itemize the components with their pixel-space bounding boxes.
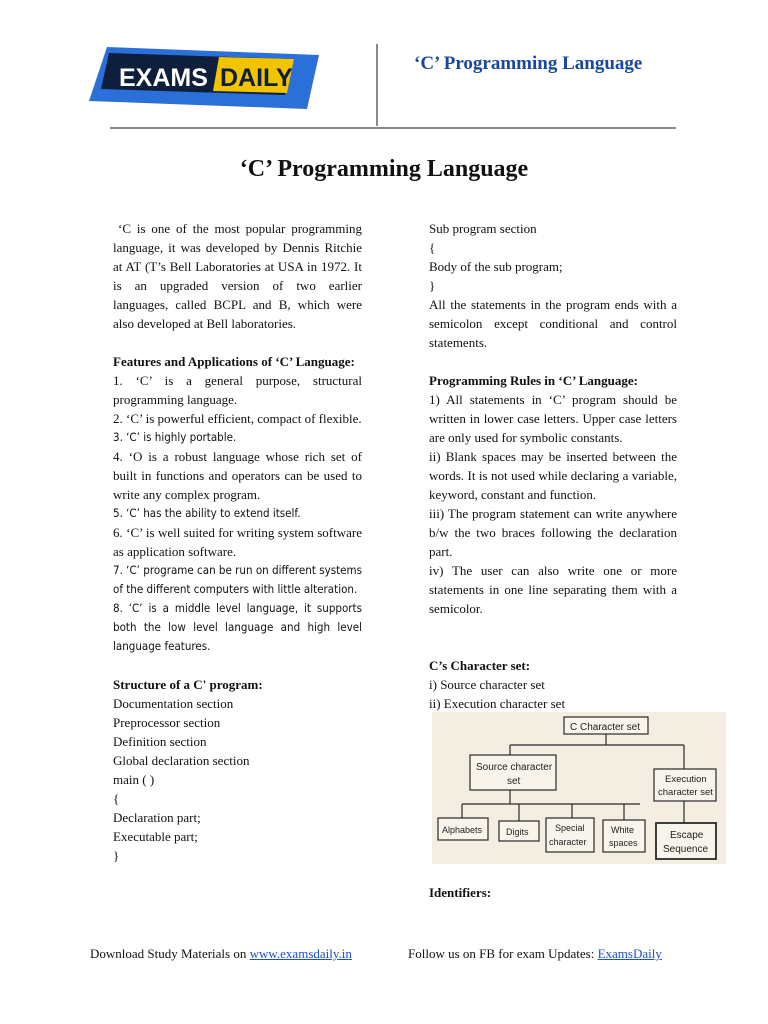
- header-divider-horizontal: [110, 127, 676, 129]
- leaf-node-label: character: [549, 837, 587, 847]
- leaf-node-label: Alphabets: [442, 825, 483, 835]
- structure-line: Documentation section: [113, 696, 234, 711]
- structure-line: Global declaration section: [113, 753, 250, 768]
- header-divider-vertical: [376, 44, 378, 126]
- structure-line: {: [113, 791, 120, 806]
- footer-follow-text: Follow us on FB for exam Updates:: [408, 946, 598, 961]
- structure-line: Preprocessor section: [113, 715, 221, 730]
- structure-line: main ( ): [113, 772, 155, 787]
- leaf-node-label: Digits: [506, 827, 529, 837]
- header-title: ‘C’ Programming Language: [414, 53, 643, 74]
- identifiers-heading: Identifiers:: [429, 885, 492, 900]
- feature-item: 1. ‘C’ is a general purpose, structural programming language.: [113, 373, 362, 407]
- feature-item: 6. ‘C’ is well suited for writing system software as application software.: [113, 525, 362, 559]
- subprogram-line: }: [429, 278, 436, 293]
- logo-word-daily: DAILY: [220, 64, 293, 92]
- page-header: [0, 0, 768, 130]
- rule-item: ii) Blank spaces may be inserted between the words. It is not used while declaring a variable, keyword, constant and function.: [429, 449, 677, 502]
- footer-follow: [408, 946, 662, 962]
- structure-line: Declaration part;: [113, 810, 201, 825]
- structure-line: }: [113, 848, 120, 863]
- rule-item: iii) The program statement can write anywhere b/w the two braces following the declaration part.: [429, 506, 677, 559]
- rules-heading: Programming Rules in ‘C’ Language:: [429, 373, 638, 388]
- document-title: ‘C’ Programming Language: [239, 156, 529, 182]
- leaf-node-label: Escape: [670, 830, 704, 841]
- character-set-diagram: [432, 712, 726, 864]
- left-column: [113, 219, 362, 865]
- execution-node-label: character set: [658, 787, 713, 798]
- charset-item: ii) Execution character set: [429, 696, 566, 711]
- footer-download: [90, 946, 352, 962]
- source-node-label: Source character: [476, 762, 553, 773]
- feature-item: 5. ‘C’ has the ability to extend itself.: [113, 506, 301, 520]
- rule-item: iv) The user can also write one or more statements in one line separating them with a semicolor.: [429, 563, 677, 616]
- leaf-node-label: Special: [555, 823, 585, 833]
- structure-heading: Structure of a C' program:: [113, 677, 263, 692]
- logo-word-exams: EXAMS: [119, 64, 208, 92]
- source-node-label: set: [507, 776, 521, 787]
- feature-item: 4. ‘O is a robust language whose rich set of built in functions and operators can be used to write any complex program.: [113, 449, 362, 502]
- structure-line: Definition section: [113, 734, 207, 749]
- leaf-node-label: spaces: [609, 838, 638, 848]
- feature-item: 8. ‘C’ is a middle level language, it supports both the low level language and high level language features.: [113, 601, 362, 653]
- features-heading: Features and Applications of ‘C’ Language:: [113, 354, 355, 369]
- identifiers-block: [429, 883, 677, 902]
- examsdaily-facebook-link[interactable]: ExamsDaily: [597, 946, 662, 961]
- charset-item: i) Source character set: [429, 677, 545, 692]
- leaf-node-label: White: [611, 825, 635, 835]
- examsdaily-website-link[interactable]: www.examsdaily.in: [249, 946, 352, 961]
- leaf-node-label: Sequence: [663, 844, 709, 855]
- subprogram-line: Body of the sub program;: [429, 259, 563, 274]
- execution-node-label: Execution: [665, 774, 707, 785]
- examsdaily-logo: [89, 47, 319, 109]
- subprogram-line: {: [429, 240, 436, 255]
- intro-paragraph: ‘C is one of the most popular programming language, it was developed by Dennis Ritchie at AT (T’s Bell Laboratories at USA in 1972. It is an upgraded version of two earlier languages, called BCPL and B, which were also developed at Bell laboratories.: [113, 221, 362, 331]
- rule-item: 1) All statements in ‘C’ program should be written in lower case letters. Upper case letters are only used for symbolic constants.: [429, 392, 677, 445]
- feature-item: 3. ‘C’ is highly portable.: [113, 430, 237, 444]
- footer-download-text: Download Study Materials on: [90, 946, 250, 961]
- statements-note: All the statements in the program ends with a semicolon except conditional and control statements.: [429, 297, 677, 350]
- root-node-label: C Character set: [570, 722, 641, 733]
- feature-item: 2. ‘C’ is powerful efficient, compact of flexible.: [113, 411, 362, 426]
- subprogram-line: Sub program section: [429, 221, 537, 236]
- feature-item: 7. ‘C’ programe can be run on different systems of the different computers with little alteration.: [113, 563, 362, 596]
- structure-line: Executable part;: [113, 829, 198, 844]
- right-column: [429, 219, 677, 713]
- charset-heading: C’s Character set:: [429, 658, 531, 673]
